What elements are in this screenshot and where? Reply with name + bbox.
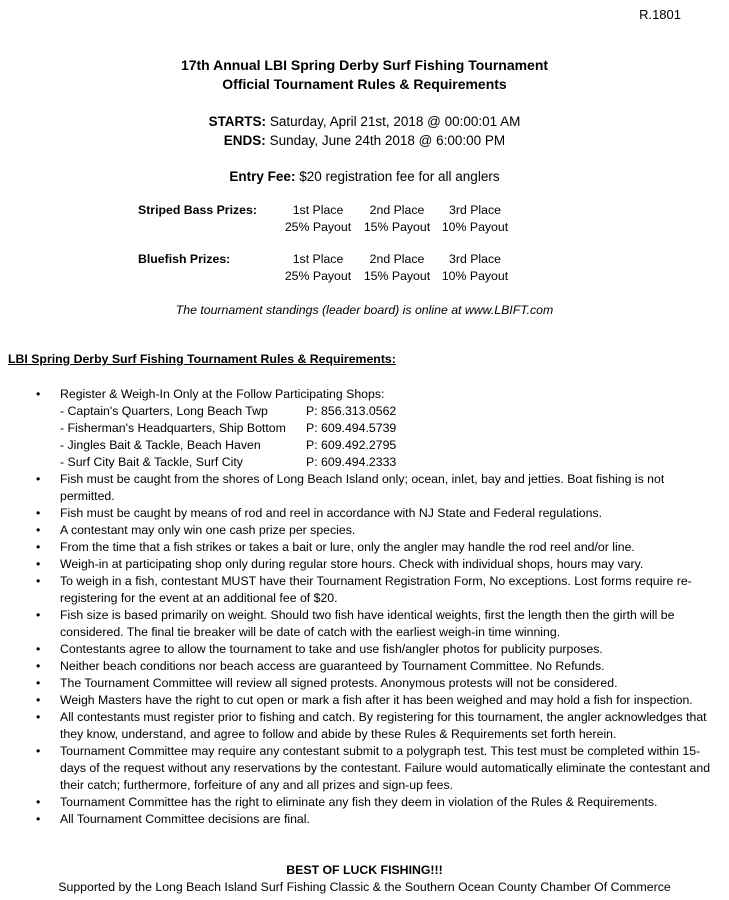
rule-text: A contestant may only win one cash prize per species.	[60, 523, 356, 537]
bullet-icon: •	[36, 744, 41, 758]
rule-text: All Tournament Committee decisions are final.	[60, 812, 310, 826]
rule-text: Tournament Committee has the right to eliminate any fish they deem in violation of the Rules & Requirements.	[60, 795, 658, 809]
place-name: 3rd Place	[449, 252, 501, 266]
start-value: Saturday, April 21st, 2018 @ 00:00:01 AM	[266, 114, 521, 129]
rules-heading: LBI Spring Derby Surf Fishing Tournament Rules & Requirements:	[8, 352, 396, 366]
prize-label: Striped Bass Prizes:	[138, 203, 257, 217]
fee-label: Entry Fee:	[229, 169, 296, 184]
bullet-icon: •	[36, 693, 41, 707]
prize-first	[273, 202, 363, 236]
rule-item	[36, 607, 722, 641]
bullet-icon: •	[36, 523, 41, 537]
rule-item	[36, 675, 722, 692]
rule-text: Fish size is based primarily on weight. Should two fish have identical weights, first the length then the girth will be considered. The final tie breaker will be date of catch with the earliest weigh-in time winning.	[60, 608, 675, 639]
place-name: 2nd Place	[369, 203, 425, 217]
shop-phone: P: 609.494.2333	[306, 455, 397, 469]
shop-phone: P: 609.492.2795	[306, 438, 397, 452]
end-date	[0, 131, 729, 150]
bullet-icon: •	[36, 472, 41, 486]
place-payout: 15% Payout	[363, 269, 431, 283]
place-payout: 10% Payout	[441, 269, 509, 283]
rule-text: Tournament Committee may require any contestant submit to a polygraph test. This test must be completed within 15-days of the request without any reservations by the contestant. Failure would automatically eliminate the contestant and their catch; furthermore, forfeiture of any and all prizes and sign-up fees.	[60, 744, 711, 792]
rule-text: From the time that a fish strikes or takes a bait or lure, only the angler may handle the rod reel and/or line.	[60, 540, 635, 554]
rule-item	[36, 573, 722, 607]
closing-message: BEST OF LUCK FISHING!!!	[286, 863, 443, 877]
rule-item	[36, 556, 722, 573]
rule-text: Contestants agree to allow the tournament to take and use fish/angler photos for publicity purposes.	[60, 642, 603, 656]
end-label: ENDS:	[223, 133, 266, 148]
shop-row	[60, 437, 722, 454]
rules-list	[36, 386, 722, 828]
rule-item-register	[36, 386, 722, 471]
rule-item	[36, 811, 722, 828]
prize-first	[273, 251, 363, 285]
rule-item	[36, 794, 722, 811]
bullet-icon: •	[36, 387, 41, 401]
shop-name: - Jingles Bait & Tackle, Beach Haven	[60, 438, 261, 452]
rule-item	[36, 641, 722, 658]
rule-item	[36, 539, 722, 556]
bluefish-prizes	[0, 251, 729, 285]
shop-row	[60, 403, 722, 420]
register-intro: Register & Weigh-In Only at the Follow Participating Shops:	[60, 387, 385, 401]
rule-item	[36, 658, 722, 675]
rule-text: Weigh Masters have the right to cut open or mark a fish after it has been weighed and may hold a fish for inspection.	[60, 693, 693, 707]
bullet-icon: •	[36, 812, 41, 826]
shop-name: - Captain's Quarters, Long Beach Twp	[60, 404, 268, 418]
fee-value: $20 registration fee for all anglers	[295, 169, 500, 184]
bullet-icon: •	[36, 506, 41, 520]
document-title	[0, 56, 729, 94]
rule-item	[36, 505, 722, 522]
place-payout: 15% Payout	[363, 220, 431, 234]
rule-item	[36, 709, 722, 743]
prize-second	[352, 251, 442, 285]
rule-text: The Tournament Committee will review all signed protests. Anonymous protests will not be considered.	[60, 676, 618, 690]
prize-label: Bluefish Prizes:	[138, 252, 231, 266]
prize-third	[430, 251, 520, 285]
striped-bass-prizes	[0, 202, 729, 236]
bullet-icon: •	[36, 574, 41, 588]
bullet-icon: •	[36, 710, 41, 724]
end-value: Sunday, June 24th 2018 @ 6:00:00 PM	[265, 133, 506, 148]
shop-name: - Fisherman's Headquarters, Ship Bottom	[60, 421, 286, 435]
title-line-1: 17th Annual LBI Spring Derby Surf Fishing Tournament	[180, 57, 549, 73]
shop-row	[60, 420, 722, 437]
rule-text: To weigh in a fish, contestant MUST have their Tournament Registration Form, No exceptions. Lost forms require re-registering for the event at an additional fee of $20.	[60, 574, 692, 605]
rule-item	[36, 692, 722, 709]
place-payout: 25% Payout	[284, 269, 352, 283]
tournament-dates	[0, 112, 729, 150]
shop-row	[60, 454, 722, 471]
place-name: 1st Place	[292, 252, 344, 266]
shop-phone: P: 609.494.5739	[306, 421, 397, 435]
bullet-icon: •	[36, 608, 41, 622]
start-label: STARTS:	[208, 114, 267, 129]
place-payout: 25% Payout	[284, 220, 352, 234]
rule-item	[36, 743, 722, 794]
place-name: 2nd Place	[369, 252, 425, 266]
place-name: 3rd Place	[449, 203, 501, 217]
shop-list	[60, 403, 722, 471]
prize-second	[352, 202, 442, 236]
rule-text: Weigh-in at participating shop only during regular store hours. Check with individual shops, hours may vary.	[60, 557, 644, 571]
rule-text: All contestants must register prior to fishing and catch. By registering for this tournament, the angler acknowledges that they know, understand, and agree to follow and abide by these Rules & Requirements set forth herein.	[60, 710, 707, 741]
bullet-icon: •	[36, 557, 41, 571]
start-date	[0, 112, 729, 131]
shop-phone: P: 856.313.0562	[306, 404, 397, 418]
bullet-icon: •	[36, 676, 41, 690]
entry-fee	[0, 167, 729, 186]
bullet-icon: •	[36, 642, 41, 656]
rule-text: Fish must be caught by means of rod and reel in accordance with NJ State and Federal regulations.	[60, 506, 603, 520]
document-id: R.1801	[639, 7, 681, 22]
rule-text: Neither beach conditions nor beach access are guaranteed by Tournament Committee. No Refunds.	[60, 659, 605, 673]
place-name: 1st Place	[292, 203, 344, 217]
bullet-icon: •	[36, 540, 41, 554]
shop-name: - Surf City Bait & Tackle, Surf City	[60, 455, 243, 469]
bullet-icon: •	[36, 659, 41, 673]
title-line-2: Official Tournament Rules & Requirements	[222, 76, 507, 92]
place-payout: 10% Payout	[441, 220, 509, 234]
standings-note: The tournament standings (leader board) is online at www.LBIFT.com	[175, 303, 554, 317]
sponsor-note: Supported by the Long Beach Island Surf Fishing Classic & the Southern Ocean County Chamber Of Commerce	[58, 880, 671, 894]
rule-item	[36, 522, 722, 539]
rule-item	[36, 471, 722, 505]
prize-third	[430, 202, 520, 236]
bullet-icon: •	[36, 795, 41, 809]
rule-text: Fish must be caught from the shores of Long Beach Island only; ocean, inlet, bay and jetties. Boat fishing is not permitted.	[60, 472, 665, 503]
